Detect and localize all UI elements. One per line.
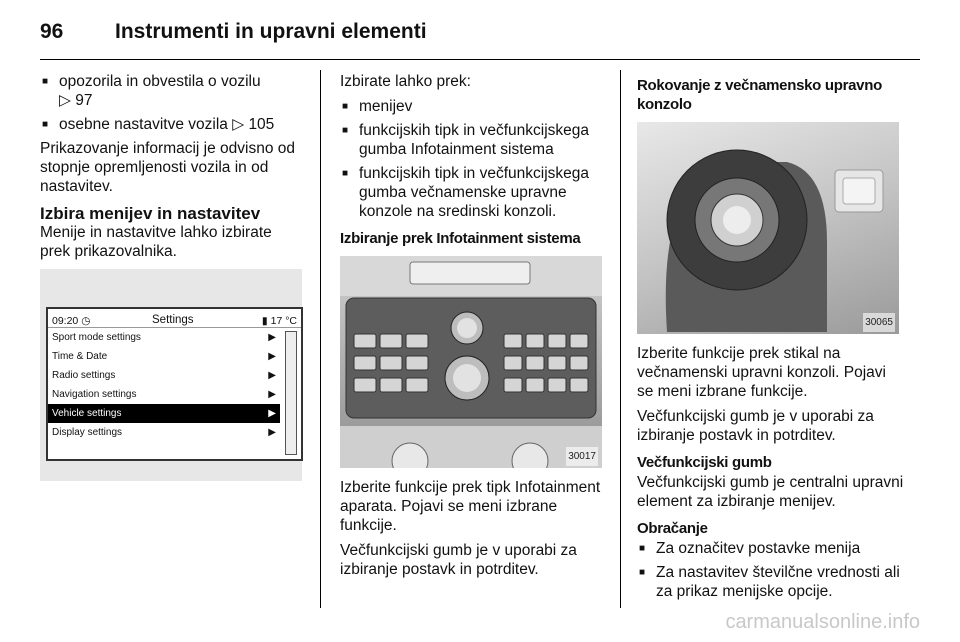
paragraph: Večfunkcijski gumb je v uporabi za izbiranje postavk in potrditev. xyxy=(637,408,874,444)
column-divider xyxy=(320,70,321,608)
menu-item-sport-mode[interactable]: Sport mode settings ▶ xyxy=(48,328,280,347)
infotainment-panel-photo xyxy=(340,256,602,468)
column-2 xyxy=(340,72,605,585)
screen-title: Settings xyxy=(152,314,194,326)
page-title: Instrumenti in upravni elementi xyxy=(115,20,427,43)
paragraph: Izberite funkcije prek stikal na večnamenski upravni konzoli. Pojavi se meni izbrane funkcije. xyxy=(637,345,886,400)
infotainment-panel-illustration xyxy=(340,256,602,468)
chevron-right-icon: ▶ xyxy=(268,389,276,400)
menu-item-display[interactable]: Display settings ▶ xyxy=(48,423,280,442)
paragraph: Prikazovanje informacij je odvisno od stopnje opremljenosti vozila in od nastavitev. xyxy=(40,140,296,195)
menu-item-radio[interactable]: Radio settings ▶ xyxy=(48,366,280,385)
section-heading: Rokovanje z večnamensko upravno konzolo xyxy=(637,77,882,113)
multifunction-console-photo xyxy=(637,122,899,334)
bullet-item: ■ menijev xyxy=(340,97,605,116)
chevron-right-icon: ▶ xyxy=(268,427,276,438)
bullet-vehicle-warnings: ■ opozorila in obvestila o vozilu ▷ 97 xyxy=(40,72,305,110)
bullet-item: ■ Za označitev postavke menija xyxy=(637,539,905,558)
section-heading: Izbiranje prek Infotainment sistema xyxy=(340,230,581,247)
column-divider xyxy=(620,70,621,608)
menu-item-navigation[interactable]: Navigation settings ▶ xyxy=(48,385,280,404)
bullet-item: ■ funkcijskih tipk in večfunkcijskega gumba Infotainment sistema xyxy=(340,121,605,159)
paragraph: Izbirate lahko prek: xyxy=(340,73,471,90)
reference-arrow-icon: ▷ xyxy=(232,116,245,133)
multifunction-console-illustration xyxy=(637,122,899,334)
subheading: Večfunkcijski gumb xyxy=(637,454,772,471)
reference-arrow-icon: ▷ xyxy=(59,92,71,109)
paragraph: Menije in nastavitve lahko izbirate prek prikazovalnika. xyxy=(40,224,272,260)
temperature: ▮ 17 °C xyxy=(261,315,297,327)
scrollbar[interactable] xyxy=(285,331,297,455)
bullet-personal-settings: ■ osebne nastavitve vozila ▷ 105 xyxy=(40,115,305,134)
chevron-right-icon: ▶ xyxy=(268,351,276,362)
bullet-item: ■ Za nastavitev številčne vrednosti ali za prikaz menijske opcije. xyxy=(637,563,905,601)
chevron-right-icon: ▶ xyxy=(268,332,276,343)
page-ref[interactable]: ▷ 97 xyxy=(59,92,93,109)
settings-screen xyxy=(46,307,303,461)
paragraph: Večfunkcijski gumb je centralni upravni element za izbiranje menijev. xyxy=(637,474,904,510)
timer-icon: ◷ xyxy=(81,315,91,327)
paragraph: Večfunkcijski gumb je v uporabi za izbiranje postavk in potrditev. xyxy=(340,542,577,578)
header-rule xyxy=(40,59,920,60)
settings-screen-figure xyxy=(40,269,302,481)
menu-item-vehicle[interactable]: Vehicle settings ▶ xyxy=(48,404,280,423)
figure-number: 30065 xyxy=(863,313,895,332)
chevron-right-icon: ▶ xyxy=(268,408,276,419)
menu-item-time-date[interactable]: Time & Date ▶ xyxy=(48,347,280,366)
column-1 xyxy=(40,72,305,481)
paragraph: Izberite funkcije prek tipk Infotainment aparata. Pojavi se meni izbrane funkcije. xyxy=(340,479,601,534)
watermark: carmanualsonline.info xyxy=(725,611,920,633)
thermometer-icon: ▮ xyxy=(261,315,268,327)
page-ref[interactable]: ▷ 105 xyxy=(232,116,275,133)
chevron-right-icon: ▶ xyxy=(268,370,276,381)
bullet-item: ■ funkcijskih tipk in večfunkcijskega gumba večnamenske upravne konzole na sredinski konzoli. xyxy=(340,164,605,221)
page-header xyxy=(40,14,920,60)
figure-number: 30017 xyxy=(566,447,598,466)
page-number: 96 xyxy=(40,20,64,43)
subheading: Obračanje xyxy=(637,520,708,537)
section-heading: Izbira menijev in nastavitev xyxy=(40,204,261,223)
column-3 xyxy=(637,72,905,606)
screen-status-bar xyxy=(48,309,301,328)
clock: 09:20 ◷ xyxy=(52,315,91,327)
